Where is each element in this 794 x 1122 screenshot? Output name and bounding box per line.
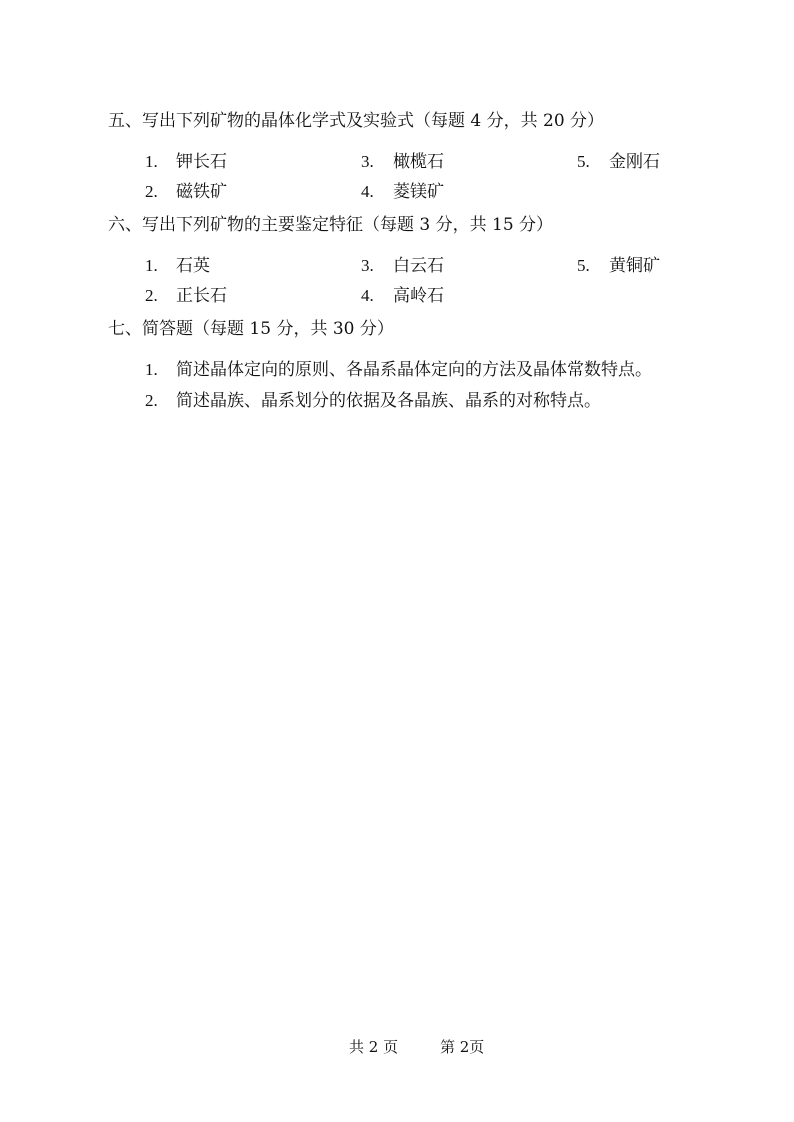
s6-item-3-number: 3. <box>361 256 374 275</box>
s7-question-1-number: 1. <box>145 360 158 379</box>
section-7-heading: 七、简答题（每题 15 分，共 30 分） <box>108 319 394 339</box>
s5-item-3-mineral: 橄榄石 <box>393 152 444 172</box>
footer-current-page: 第 2页 <box>440 1038 485 1056</box>
s5-item-3-number: 3. <box>361 152 374 171</box>
s6-item-2-number: 2. <box>145 286 158 305</box>
section-5-heading: 五、写出下列矿物的晶体化学式及实验式（每题 4 分，共 20 分） <box>108 111 605 131</box>
s5-item-1-number: 1. <box>145 152 158 171</box>
s5-item-5-number: 5. <box>577 152 590 171</box>
s5-item-4-number: 4. <box>361 182 374 201</box>
s7-question-1-text: 简述晶体定向的原则、各晶系晶体定向的方法及晶体常数特点。 <box>176 360 652 380</box>
s6-item-3-mineral: 白云石 <box>393 256 444 276</box>
s6-item-4-number: 4. <box>361 286 374 305</box>
s5-item-2-mineral: 磁铁矿 <box>176 182 227 202</box>
s6-item-2-mineral: 正长石 <box>176 286 227 306</box>
s5-item-2-number: 2. <box>145 182 158 201</box>
s7-question-2-text: 简述晶族、晶系划分的依据及各晶族、晶系的对称特点。 <box>176 391 601 411</box>
s5-item-1-mineral: 钾长石 <box>176 152 227 172</box>
section-6-heading: 六、写出下列矿物的主要鉴定特征（每题 3 分，共 15 分） <box>108 215 554 235</box>
s6-item-5-number: 5. <box>577 256 590 275</box>
s6-item-4-mineral: 高岭石 <box>393 286 444 306</box>
footer-total-pages: 共 2 页 <box>349 1038 399 1056</box>
s5-item-5-mineral: 金刚石 <box>609 152 660 172</box>
s5-item-4-mineral: 菱镁矿 <box>393 182 444 202</box>
s6-item-5-mineral: 黄铜矿 <box>609 256 660 276</box>
s6-item-1-number: 1. <box>145 256 158 275</box>
s7-question-2-number: 2. <box>145 391 158 410</box>
s6-item-1-mineral: 石英 <box>176 256 210 276</box>
